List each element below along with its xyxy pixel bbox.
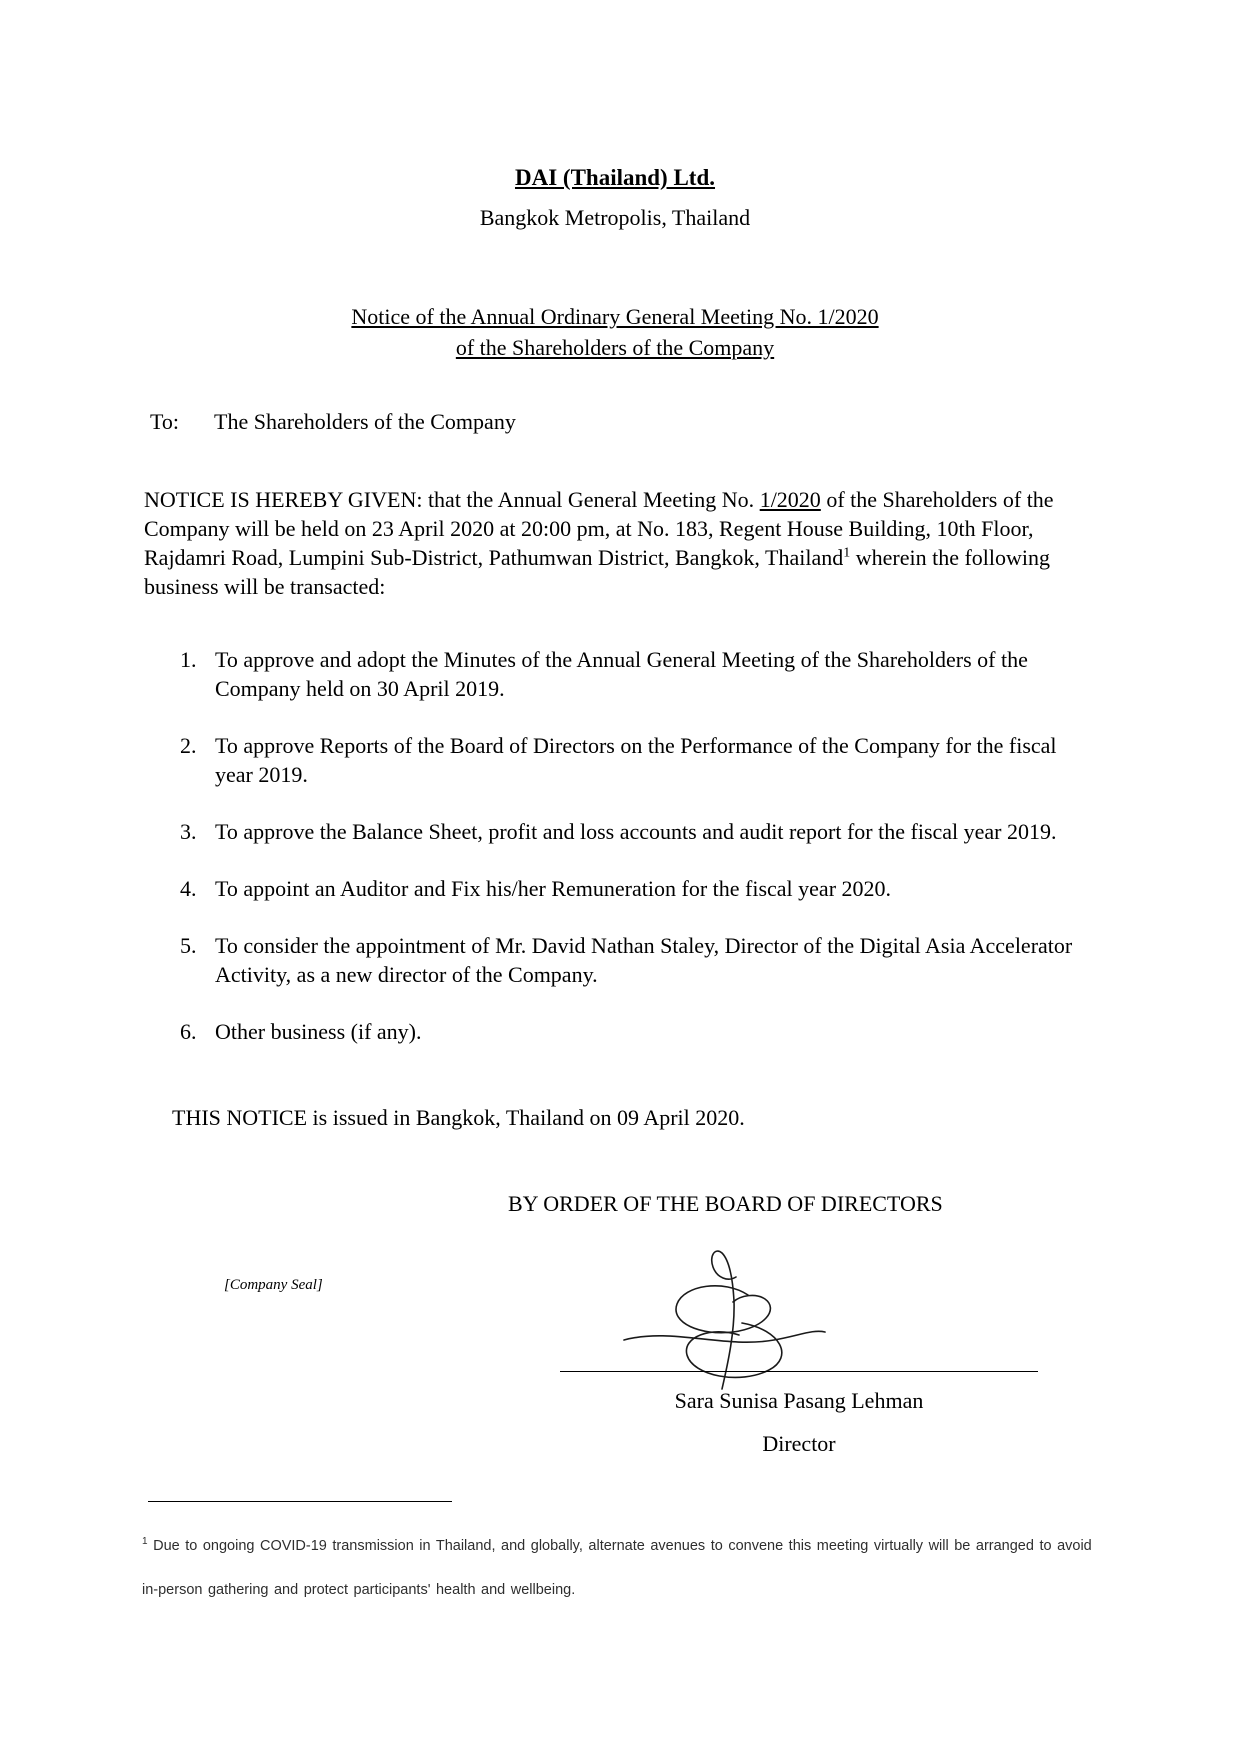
agenda-item-number: 6. [180, 1019, 197, 1044]
agenda-item-6 [180, 1017, 1086, 1046]
signatory-name: Sara Sunisa Pasang Lehman [674, 1388, 924, 1413]
footnote-reference: 1 [843, 545, 851, 561]
agenda-item-number: 4. [180, 876, 197, 901]
agenda-item-1 [180, 645, 1086, 703]
company-name-text: DAI (Thailand) Ltd. [514, 165, 716, 190]
agenda-item-5 [180, 931, 1086, 989]
notice-title-line1: Notice of the Annual Ordinary General Meeting No. 1/2020 [351, 304, 879, 329]
intro-part1: NOTICE IS HEREBY GIVEN: that the Annual General Meeting No. [144, 487, 755, 512]
intro-paragraph [144, 485, 1088, 601]
agenda-item-text: Other business (if any). [215, 1019, 422, 1044]
agenda-item-number: 2. [180, 733, 197, 758]
agenda-item-number: 1. [180, 647, 197, 672]
issued-statement: THIS NOTICE is issued in Bangkok, Thailand on 09 April 2020. [172, 1105, 745, 1130]
signature-line [560, 1371, 1038, 1372]
signatory-title: Director [762, 1431, 836, 1456]
agenda-item-text: To approve and adopt the Minutes of the Annual General Meeting of the Shareholders of the Company held on 30 April 2019. [215, 647, 1028, 701]
meeting-number: 1/2020 [759, 487, 821, 512]
footnote-divider [148, 1501, 452, 1502]
agenda-list [142, 645, 1088, 1046]
recipient-value: The Shareholders of the Company [214, 409, 516, 434]
footnote-marker: 1 [142, 1536, 148, 1548]
by-order-line: BY ORDER OF THE BOARD OF DIRECTORS [508, 1191, 943, 1216]
agenda-item-text: To approve Reports of the Board of Directors on the Performance of the Company for the fiscal year 2019. [215, 733, 1057, 787]
company-name [142, 165, 1088, 191]
company-seal-note: [Company Seal] [224, 1277, 323, 1293]
signature-block [142, 1218, 1088, 1468]
agenda-item-text: To appoint an Auditor and Fix his/her Remuneration for the fiscal year 2020. [215, 876, 892, 901]
recipient-label: To: [150, 409, 180, 434]
intro-part2: of the Shareholders of the Company will be held on 23 April 2020 at 20:00 pm, at No. 183, Regent House Building, 10th Floor, Rajdamri Road, Lumpini Sub-District, Pathumwan District, Bangkok, Thailand [144, 487, 1054, 570]
agenda-item-number: 3. [180, 819, 197, 844]
agenda-item-2 [180, 731, 1086, 789]
agenda-item-number: 5. [180, 933, 197, 958]
agenda-item-text: To consider the appointment of Mr. David Nathan Staley, Director of the Digital Asia Accelerator Activity, as a new director of the Company. [215, 933, 1073, 987]
footnote [142, 1524, 1102, 1612]
agenda-item-3 [180, 817, 1086, 846]
notice-title-line2: of the Shareholders of the Company [455, 335, 775, 360]
notice-title [142, 301, 1088, 363]
agenda-item-4 [180, 874, 1086, 903]
company-location: Bangkok Metropolis, Thailand [479, 205, 751, 230]
footnote-text: Due to ongoing COVID-19 transmission in Thailand, and globally, alternate avenues to convene this meeting virtually will be arranged to avoid in-person gathering and protect participants' health and wellbeing. [142, 1538, 1092, 1598]
recipient-row [150, 407, 1088, 436]
agenda-item-text: To approve the Balance Sheet, profit and loss accounts and audit report for the fiscal year 2019. [215, 819, 1057, 844]
intro-part3: wherein the following business will be transacted: [144, 545, 1051, 599]
